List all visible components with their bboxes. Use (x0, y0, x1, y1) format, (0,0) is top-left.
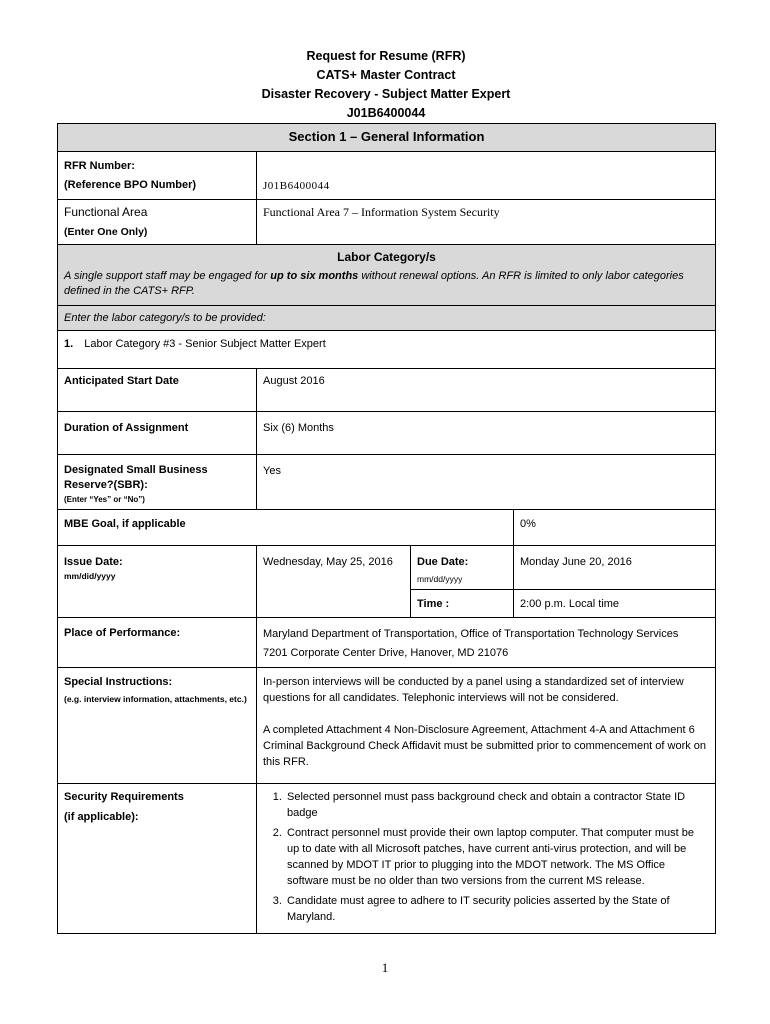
security-item: 3. Candidate must agree to adhere to IT security policies asserted by the State of Maryland. (285, 893, 709, 925)
place-label: Place of Performance: (58, 618, 257, 668)
rfr-number-label: RFR Number: (64, 160, 135, 172)
security-item: 1. Selected personnel must pass background check and obtain a contractor State ID badge (285, 789, 709, 821)
start-date-value: August 2016 (257, 369, 716, 412)
sbr-label-cell (58, 455, 257, 510)
issue-date-row (58, 546, 716, 590)
functional-area-sublabel: (Enter One Only) (64, 226, 148, 238)
functional-area-label-cell (58, 200, 257, 245)
section-title: Section 1 – General Information (58, 124, 716, 152)
rfr-number-value: J01B6400044 (263, 180, 330, 192)
time-value: 2:00 p.m. Local time (514, 590, 716, 618)
labor-category-item-cell (58, 331, 716, 369)
page-number: 1 (381, 960, 389, 975)
issue-date-label-cell (58, 546, 257, 618)
labor-category-item-row (58, 331, 716, 369)
mbe-value: 0% (514, 510, 716, 546)
issue-date-format: mm/did/yyyy (64, 571, 116, 581)
document-header (57, 47, 715, 123)
labor-category-desc-pre: A single support staff may be engaged for (64, 270, 271, 282)
header-title: Request for Resume (RFR) (306, 49, 466, 63)
rfr-number-sublabel: (Reference BPO Number) (64, 179, 197, 191)
issue-date-value: Wednesday, May 25, 2016 (257, 546, 411, 618)
duration-value: Six (6) Months (257, 412, 716, 455)
start-date-label: Anticipated Start Date (58, 369, 257, 412)
sbr-sublabel: (Enter “Yes” or “No”) (64, 495, 145, 504)
rfr-number-value-cell (257, 152, 716, 200)
security-label-cell (58, 784, 257, 934)
mbe-row (58, 510, 716, 546)
place-value-cell (257, 618, 716, 668)
time-label: Time : (411, 590, 514, 618)
labor-category-instruction: Enter the labor category/s to be provided: (58, 306, 716, 331)
special-instructions-label-cell (58, 668, 257, 784)
labor-category-desc-post: without renewal options. An RFR is limited to only labor categories defined in the CATS+ RFP. (64, 270, 684, 297)
sbr-value: Yes (257, 455, 716, 510)
duration-label: Duration of Assignment (58, 412, 257, 455)
security-label: Security Requirements (64, 791, 184, 803)
labor-category-desc-bold: up to six months (270, 270, 359, 282)
duration-row (58, 412, 716, 455)
place-row (58, 618, 716, 668)
due-date-value: Monday June 20, 2016 (514, 546, 716, 590)
special-instructions-value-cell (257, 668, 716, 784)
functional-area-row (58, 200, 716, 245)
section-header-row (58, 124, 716, 152)
due-date-format: mm/dd/yyyy (417, 574, 463, 584)
security-item: 2. Contract personnel must provide their own laptop computer. That computer must be up to date with all Microsoft patches, have current anti-virus protection, and will be scanned by MDOT IT prior to plugging into the MDOT network. The MS Office software must be no older than two versions from the current MS release. (285, 825, 709, 889)
special-instructions-label: Special Instructions: (64, 676, 173, 688)
labor-category-title: Labor Category/s (337, 250, 436, 264)
due-date-label-cell (411, 546, 514, 590)
labor-category-header-row (58, 245, 716, 306)
header-subject: Disaster Recovery - Subject Matter Expert (261, 87, 511, 101)
labor-category-item-number: 1. (64, 338, 74, 350)
header-rfr-id: J01B6400044 (346, 106, 426, 120)
functional-area-value: Functional Area 7 – Information System Security (263, 205, 500, 219)
start-date-row (58, 369, 716, 412)
sbr-row (58, 455, 716, 510)
mbe-label: MBE Goal, if applicable (58, 510, 514, 546)
special-instructions-para-2: A completed Attachment 4 Non-Disclosure Agreement, Attachment 4-A and Attachment 6 Criminal Background Check Affidavit must be submitted prior to commencement of work on this RFR. (263, 724, 707, 768)
header-contract: CATS+ Master Contract (316, 68, 456, 82)
labor-category-item-text: Labor Category #3 - Senior Subject Matter Expert (84, 338, 326, 350)
labor-category-description (64, 269, 709, 299)
security-list (263, 789, 709, 925)
special-instructions-sublabel: (e.g. interview information, attachments, etc.) (64, 694, 247, 704)
issue-date-label: Issue Date: (64, 556, 123, 568)
place-line-1: Maryland Department of Transportation, Office of Transportation Technology Services (263, 628, 679, 640)
security-sublabel: (if applicable): (64, 811, 139, 823)
labor-category-header-cell (58, 245, 716, 306)
general-information-table (57, 123, 716, 934)
functional-area-label: Functional Area (64, 205, 148, 219)
rfr-number-label-cell (58, 152, 257, 200)
labor-category-instruction-row (58, 306, 716, 331)
sbr-label: Designated Small Business Reserve?(SBR): (64, 464, 208, 491)
functional-area-value-cell (257, 200, 716, 245)
special-instructions-row (58, 668, 716, 784)
place-line-2: 7201 Corporate Center Drive, Hanover, MD 21076 (263, 647, 509, 659)
security-value-cell (257, 784, 716, 934)
due-date-label: Due Date: (417, 556, 469, 568)
security-requirements-row (58, 784, 716, 934)
rfr-number-row (58, 152, 716, 200)
special-instructions-para-1: In-person interviews will be conducted by a panel using a standardized set of interview questions for all candidates. Telephonic interviews will not be considered. (263, 676, 684, 704)
